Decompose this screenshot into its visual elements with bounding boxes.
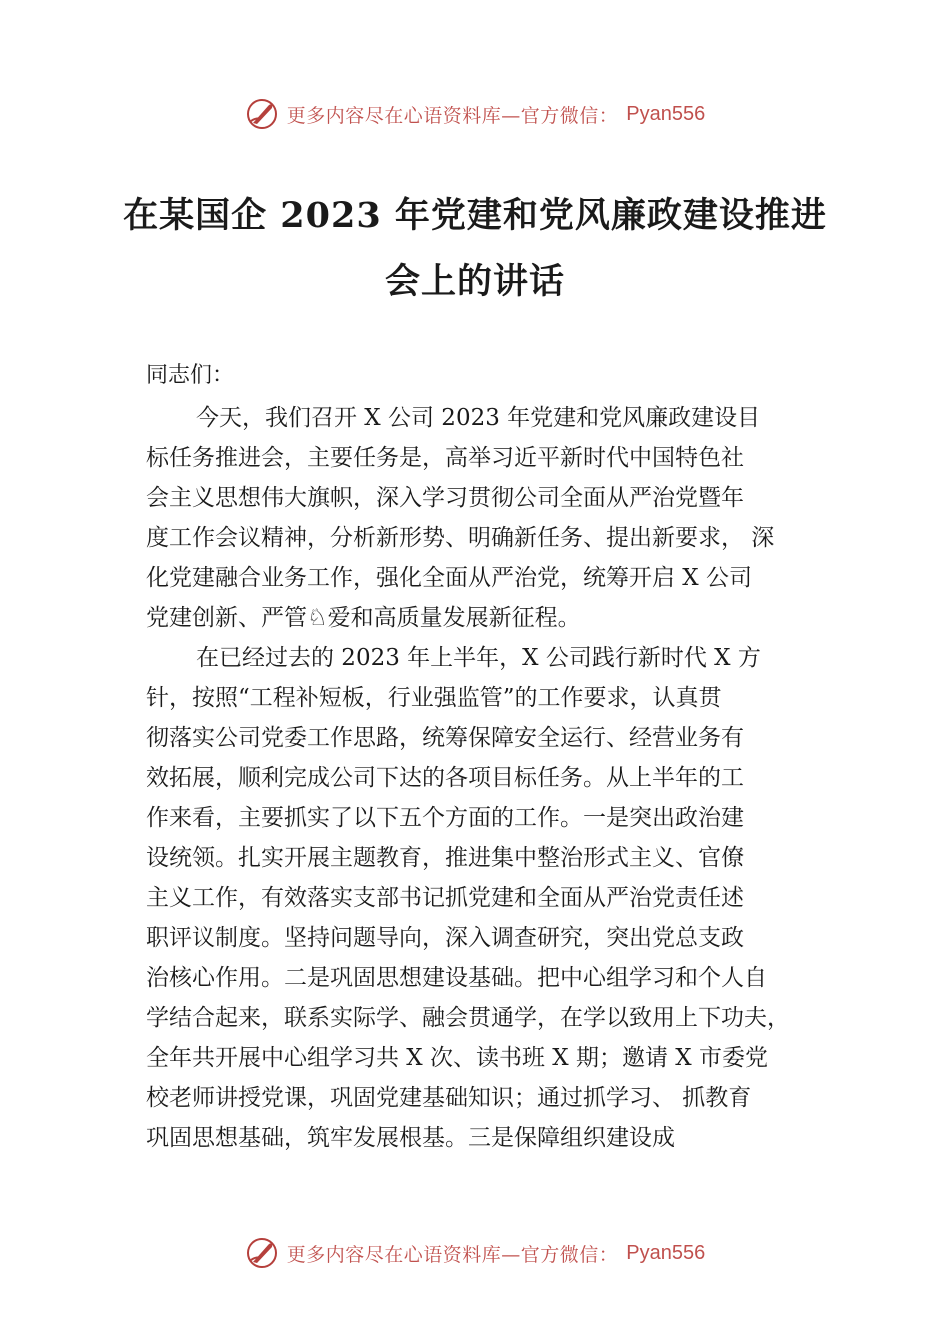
paragraph-2-line: 针，按照“工程补短板，行业强监管”的工作要求，认真贯 [146,685,722,711]
paragraph-2-line: 职评议制度。坚持问题导向，深入调查研究，突出党总支政 [146,925,744,951]
banner-text: 更多内容尽在心语资料库—官方微信： [286,104,619,127]
paragraph-2-line: 作来看，主要抓实了以下五个方面的工作。一是突出政治建 [146,805,744,831]
banner-wechat-id: Pyan556 [626,1241,706,1264]
paragraph-2-line: 全年共开展中心组学习共 X 次、读书班 X 期；邀请 X 市委党 [146,1045,768,1071]
salutation: 同志们： [146,363,235,388]
paragraph-1-line: 化党建融合业务工作，强化全面从严治党，统筹开启 X 公司 [146,565,752,591]
document-title-line-2: 会上的讲话 [384,261,565,302]
paragraph-1-line: 党建创新、严管♘爱和高质量发展新征程。 [146,605,581,631]
document-title-line-1: 在某国企 2023 年党建和党风廉政建设推进 [123,195,827,236]
paragraph-2-line: 设统领。扎实开展主题教育，推进集中整治形式主义、官僚 [146,845,744,871]
paragraph-2-line: 在已经过去的 2023 年上半年，X 公司践行新时代 X 方 [196,645,761,671]
paragraph-2-line: 效拓展，顺利完成公司下达的各项目标任务。从上半年的工 [146,765,744,791]
paragraph-2-line: 主义工作，有效落实支部书记抓党建和全面从严治党责任述 [146,885,744,911]
paragraph-2-line: 校老师讲授党课，巩固党建基础知识；通过抓学习、 抓教育 [146,1085,752,1111]
quill-seal-logo [245,1236,279,1270]
paragraph-1-line: 度工作会议精神，分析新形势、明确新任务、提出新要求， 深 [146,525,775,551]
footer-watermark-banner [0,1231,950,1275]
paragraph-2-line: 治核心作用。二是巩固思想建设基础。把中心组学习和个人自 [146,965,767,991]
paragraph-2-line: 彻落实公司党委工作思路，统筹保障安全运行、经营业务有 [146,725,744,751]
paragraph-2-line: 巩固思想基础，筑牢发展根基。三是保障组织建设成 [146,1125,675,1151]
paragraph-1-line: 标任务推进会，主要任务是，高举习近平新时代中国特色社 [146,445,744,471]
paragraph-2-line: 学结合起来，联系实际学、融会贯通学，在学以致用上下功夫， [146,1005,790,1031]
header-watermark-banner [0,92,950,136]
quill-seal-logo [245,97,279,131]
paragraph-1-line: 会主义思想伟大旗帜，深入学习贯彻公司全面从严治党暨年 [146,485,744,511]
paragraph-1-line: 今天，我们召开 X 公司 2023 年党建和党风廉政建设目 [196,405,761,431]
banner-text: 更多内容尽在心语资料库—官方微信： [286,1243,619,1266]
banner-wechat-id: Pyan556 [626,102,706,125]
document-body [146,398,846,1158]
